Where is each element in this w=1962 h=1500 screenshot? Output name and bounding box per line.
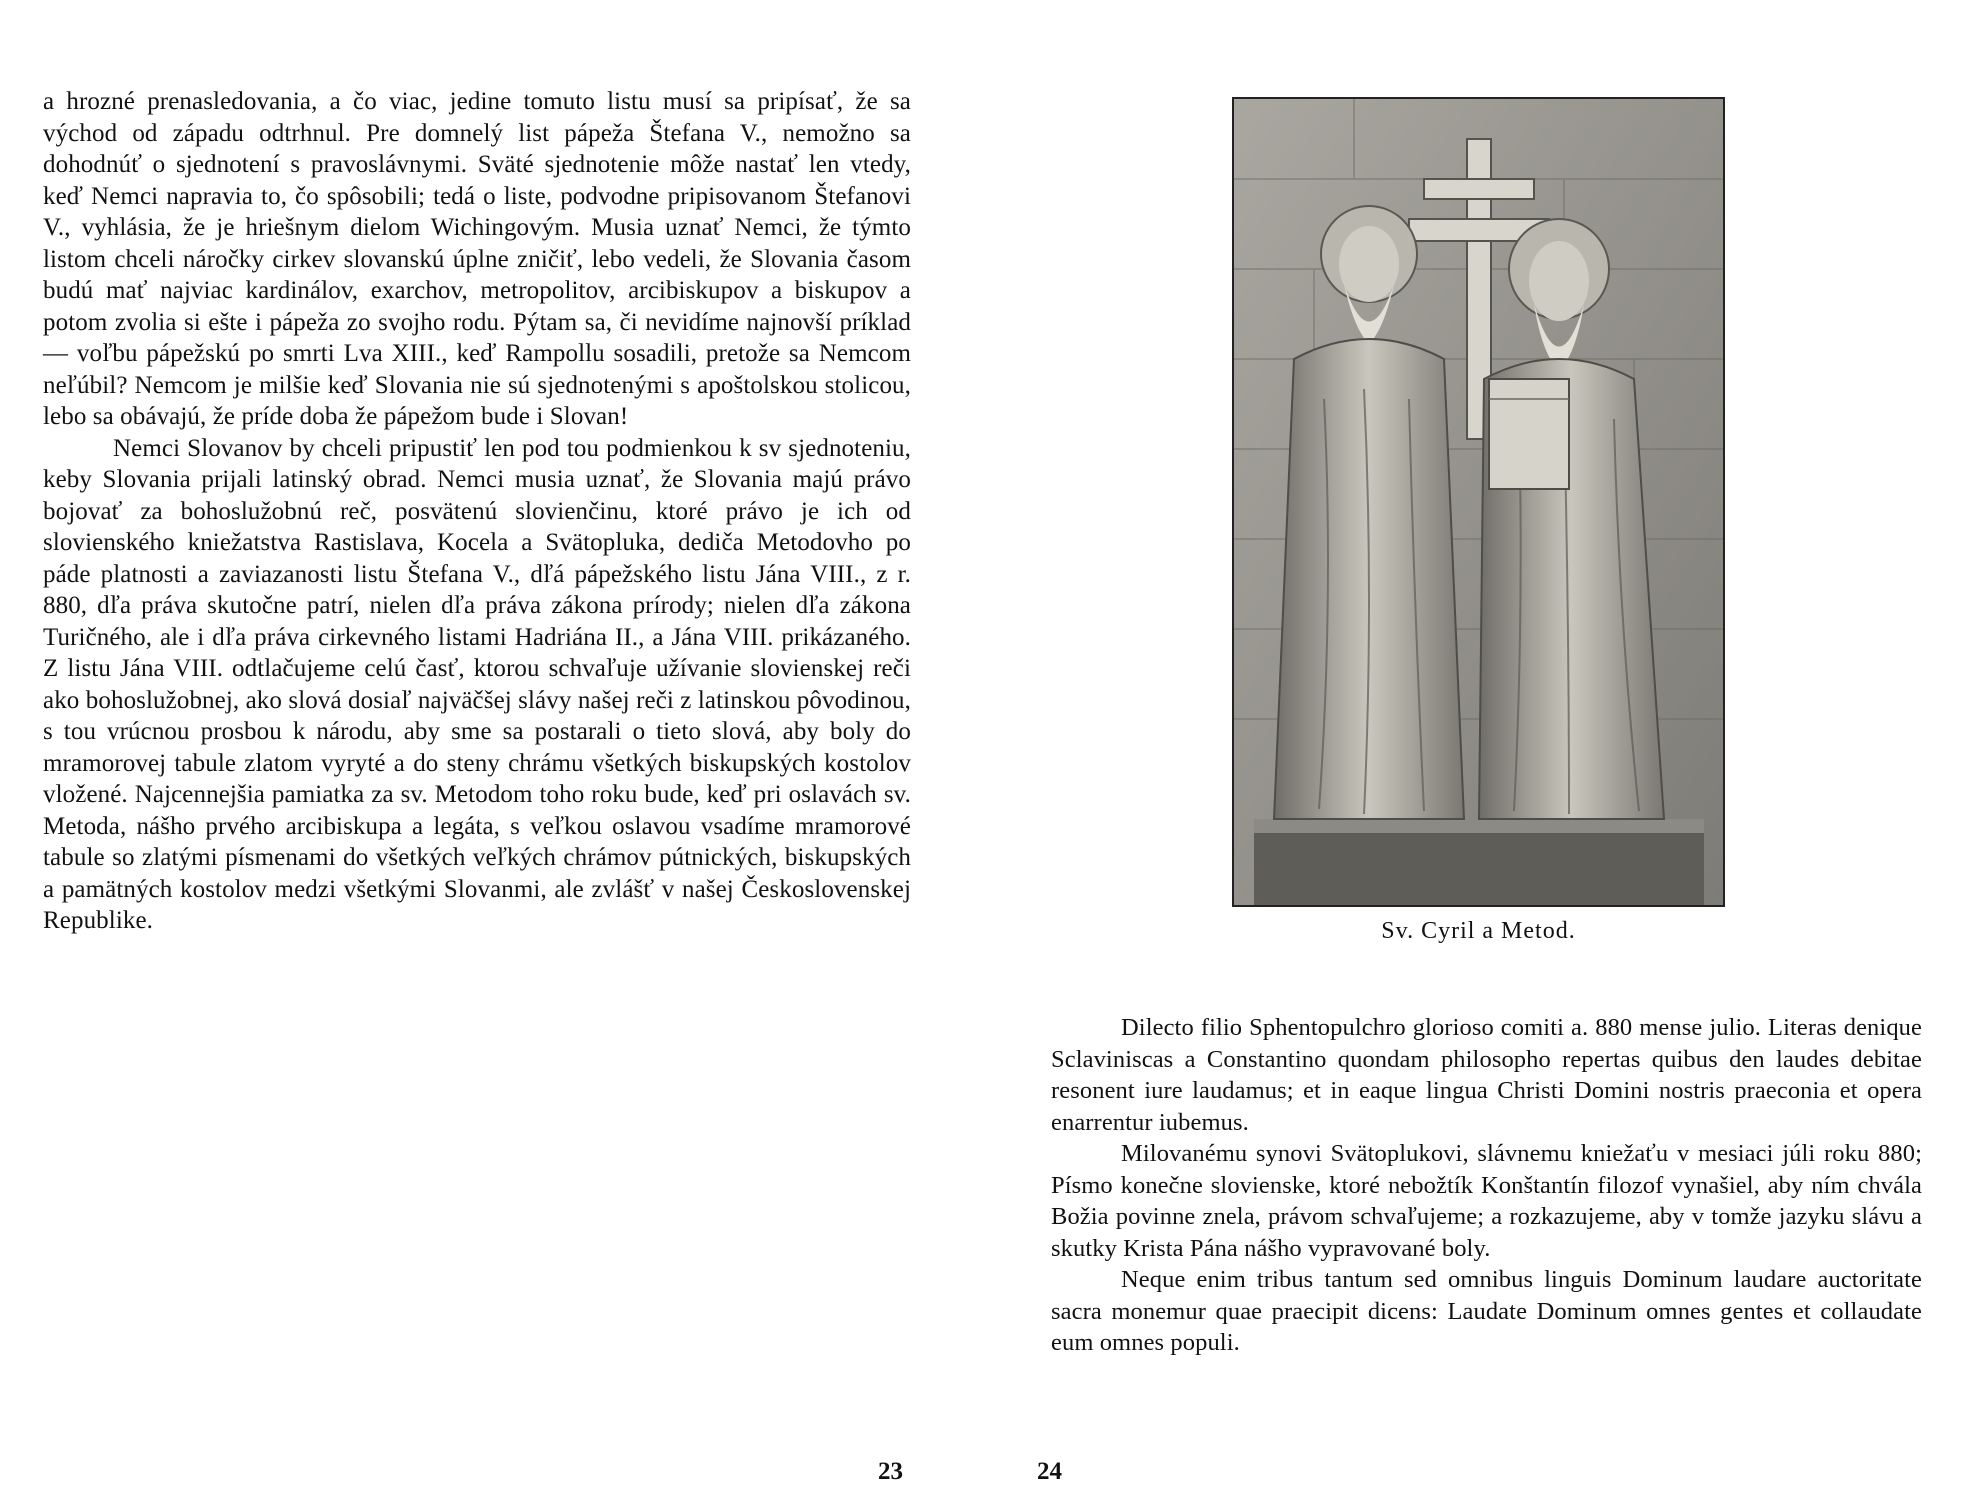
right-page (981, 0, 1962, 1500)
page-number-right: 24 (1037, 1458, 1062, 1485)
statue-image (1232, 97, 1725, 907)
paragraph: a hrozné prenasledovania, a čo viac, jedine tomuto listu musí sa pripísať, že sa východ od západu odtrhnul. Pre domnelý list pápeža Štefana V., nemožno sa dohodnúť o sjednotení s pravoslávnymi. Sväté sjednotenie môže nastať len vtedy, keď Nemci napravia to, čo spôsobili; tedá o liste, podvodne pripisovanom Štefanovi V., vyhlásia, že je hriešnym dielom Wichingovým. Musia uznať Nemci, že týmto listom chceli náročky cirkev slovanskú úplne zničiť, lebo vedeli, že Slovania časom budú mať najviac kardinálov, exarchov, metropolitov, arcibiskupov a biskupov a potom zvolia si ešte i pápeža zo svojho rodu. Pýtam sa, či nevidíme najnovší príklad — voľbu pápežskú po smrti Lva XIII., keď Rampollu sosadili, pretože sa Nemcom neľúbil? Nemcom je milšie keď Slovania nie sú sjednotenými s apoštolskou stolicou, lebo sa obávajú, že príde doba že pápežom bude i Slovan! (43, 88, 911, 430)
left-page-text (43, 86, 911, 937)
page-number-left: 23 (878, 1458, 903, 1485)
right-page-text (1051, 1012, 1922, 1359)
paragraph: Milovanému synovi Svätoplukovi, slávnemu kniežaťu v mesiaci júli roku 880; Písmo konečne slovienske, ktoré nebožtík Konštantín filozof vynašiel, aby ním chvála Božia povinne znela, právom schvaľujeme; a rozkazujeme, aby v tomže jazyku slávu a skutky Krista Pána nášho vypravované boly. (1051, 1140, 1922, 1262)
paragraph: Nemci Slovanov by chceli pripustiť len pod tou podmienkou k sv sjednoteniu, keby Slovania prijali latinský obrad. Nemci musia uznať, že Slovania majú právo bojovať za bohoslužobnú reč, posvätenú slovienčinu, ktoré právo je ich od slovienského kniežatstva Rastislava, Kocela a Svätopluka, dedičа Metodovho po páde platnosti a zaviazanosti listu Štefana V., dľá pápežského listu Jána VIII., z r. 880, dľa práva skutočne patrí, nielen dľa práva zákona prírody; nielen dľa zákona Turičného, ale i dľa práva cirkevného listami Hadriána II., a Jána VIII. prikázaného. Z listu Jána VIII. odtlačujeme celú časť, ktorou schvaľuje užívanie slovienskej reči ako bohoslužobnej, ako slová dosiaľ najväčšej slávy našej reči z latinskou pôvodinou, s tou vrúcnou prosbou k národu, aby sme sa postarali o tieto slová, aby boly do mramorovej tabule zlatom vyryté a do steny chrámu všetkých biskupských kostolov vložené. Najcennejšia pamiatka za sv. Metodom toho roku bude, keď pri oslavách sv. Metoda, nášho prvého arcibiskupa a legáta, s veľkou oslavou vsadíme mramorové tabule so zlatými písmenami do všetkých veľkých chrámov pútnických, biskupských a pamätných kostolov medzi všetkými Slovanmi, ale zvlášť v našej Československej Republike. (43, 434, 911, 934)
paragraph: Neque enim tribus tantum sed omnibus linguis Dominum laudare auctoritate sacra monemur quae praecipit dicens: Laudate Dominum omnes gentes et collaudate eum omnes populi. (1051, 1266, 1922, 1356)
statue-illustration (1234, 99, 1723, 905)
image-caption: Sv. Cyril a Metod. (1381, 918, 1576, 944)
paragraph: Dilecto filio Sphentopulchro glorioso comiti a. 880 mense julio. Literas denique Sclaviniscas a Constantino quondam philosopho repertas quibus den laudes debitae resonent iure laudamus; et in eaque lingua Christi Domini nostris praeconia et opera enarrentur iubemus. (1051, 1014, 1922, 1136)
